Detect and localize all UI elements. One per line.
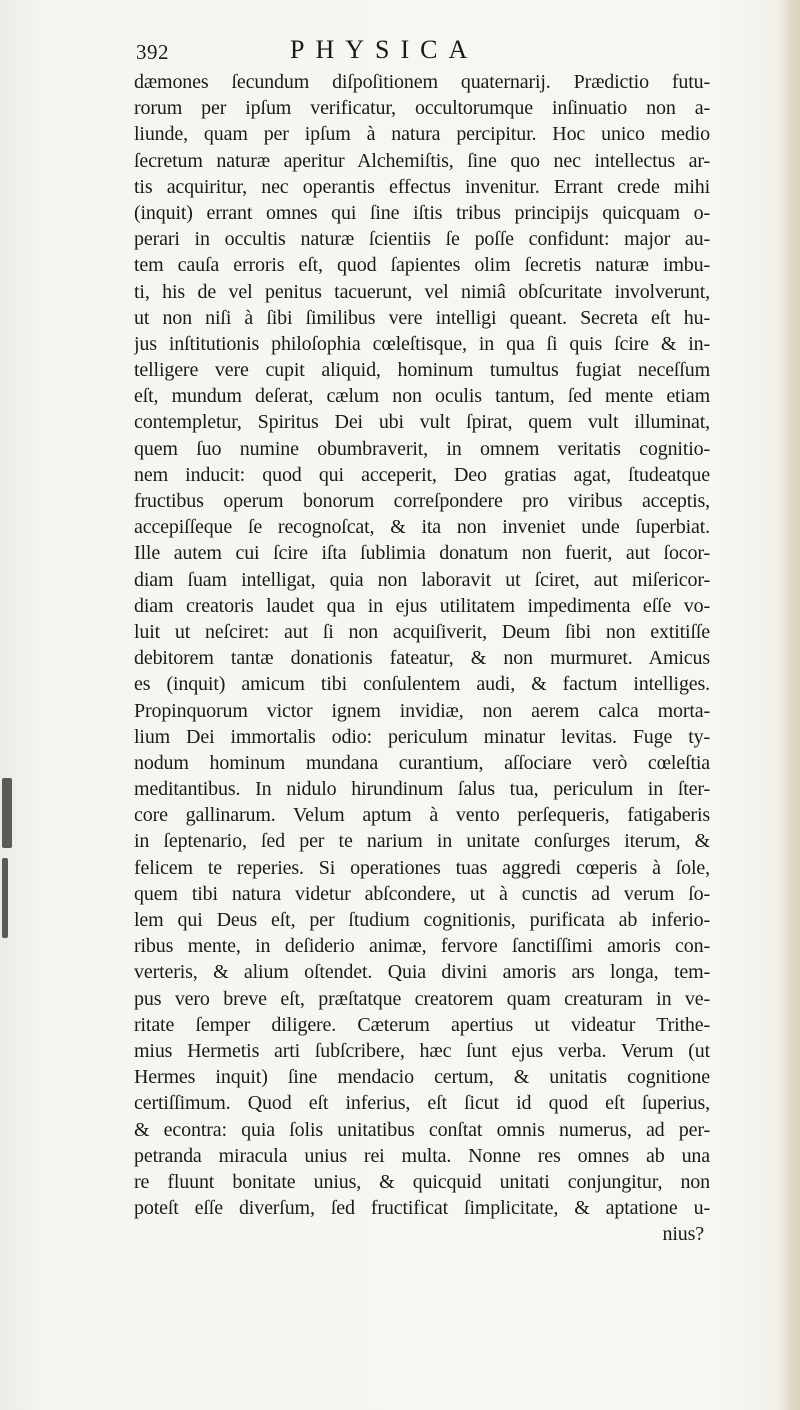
text-line: diam ſuam intelligat, quia non laboravit ut ſciret, aut miſericor- xyxy=(134,568,710,591)
page-edge-shadow xyxy=(778,0,800,1410)
text-line: diam creatoris laudet qua in ejus utilitatem impedimenta eſſe vo- xyxy=(134,594,710,617)
text-line: in ſeptenario, ſed per te narium in unitate conſurges iterum, & xyxy=(134,830,710,853)
text-line: mius Hermetis arti ſubſcribere, hæc ſunt ejus verba. Verum (ut xyxy=(134,1039,710,1062)
body-text xyxy=(134,69,710,1247)
text-line: ti, his de vel penitus tacuerunt, vel nimiâ obſcuritate involverunt, xyxy=(134,280,710,303)
text-line: dæmones ſecundum diſpoſitionem quaternarij. Prædictio futu- xyxy=(134,71,710,93)
text-line: contempletur, Spiritus Dei ubi vult ſpirat, quem vult illuminat, xyxy=(134,411,710,434)
text-line: ut non niſi à ſibi ſimilibus vere intelligi queant. Secreta eſt hu- xyxy=(134,306,710,329)
text-line: perari in occultis naturæ ſcientiis ſe poſſe confidunt: major au- xyxy=(134,228,710,251)
text-line: pus vero breve eſt, præſtatque creatorem quam creaturam in ve- xyxy=(134,987,710,1010)
text-line: liunde, quam per ipſum à natura percipitur. Hoc unico medio xyxy=(134,123,710,146)
text-line: & econtra: quia ſolis unitatibus conſtat omnis numerus, ad per- xyxy=(134,1118,710,1141)
text-line: meditantibus. In nidulo hirundinum ſalus tua, periculum in ſter- xyxy=(134,778,710,801)
ink-mark xyxy=(2,858,8,938)
text-line: fructibus operum bonorum correſpondere pro viribus acceptis, xyxy=(134,490,710,512)
text-line: nodum hominum mundana curantium, aſſociare verò cœleſtia xyxy=(134,751,710,774)
page-header xyxy=(136,35,701,69)
text-line: quem ſuo numine obumbraverit, in omnem veritatis cognitio- xyxy=(134,437,710,460)
text-line: tem cauſa erroris eſt, quod ſapientes olim ſecretis naturæ imbu- xyxy=(134,254,710,277)
text-line: ribus mente, in deſiderio animæ, fervore ſanctiſſimi amoris con- xyxy=(134,935,710,958)
running-head: PHYSICA xyxy=(290,35,479,64)
text-line: lem qui Deus eſt, per ſtudium cognitionis, purificata ab inferio- xyxy=(134,909,710,931)
text-line: ritate ſemper diligere. Cæterum apertius ut videatur Trithe- xyxy=(134,1013,710,1036)
text-line: verteris, & alium oſtendet. Quia divini amoris ars longa, tem- xyxy=(134,961,710,984)
text-line: certiſſimum. Quod eſt inferius, eſt ſicut id quod eſt ſuperius, xyxy=(134,1092,710,1115)
text-line: Propinquorum victor ignem invidiæ, non aerem calca morta- xyxy=(134,699,710,722)
text-line: luit ut neſciret: aut ſi non acquiſiverit, Deum ſibi non extitiſſe xyxy=(134,620,710,643)
text-line: poteſt eſſe diverſum, ſed fructificat ſimplicitate, & aptatione u- xyxy=(134,1197,710,1220)
text-line: jus inſtitutionis philoſophia cœleſtisque, in qua ſi quis ſcire & in- xyxy=(134,332,710,355)
text-line: (inquit) errant omnes qui ſine iſtis tribus principijs quicquam o- xyxy=(134,201,710,224)
text-line: quem tibi natura videtur abſcondere, ut à cunctis ad verum ſo- xyxy=(134,882,710,905)
text-line: tis acquiritur, nec operantis effectus invenitur. Errant crede mihi xyxy=(134,175,710,198)
text-line: ſecretum naturæ aperitur Alchemiſtis, ſine quo nec intellectus ar- xyxy=(134,149,710,172)
text-line: accepiſſeque ſe recognoſcat, & ita non inveniet unde ſuperbiat. xyxy=(134,516,710,539)
text-line: re fluunt bonitate unius, & quicquid unitati conjungitur, non xyxy=(134,1170,710,1193)
text-line: debitorem tantæ donationis fateatur, & non murmuret. Amicus xyxy=(134,647,710,670)
text-line: petranda miracula unius rei multa. Nonne res omnes ab una xyxy=(134,1144,710,1167)
text-line: rorum per ipſum verificatur, occultorumque inſinuatio non a- xyxy=(134,97,710,120)
ink-mark xyxy=(2,778,12,848)
page-number: 392 xyxy=(136,40,169,64)
text-line: telligere vere cupit aliquid, hominum tumultus fugiat neceſſum xyxy=(134,359,710,382)
catchword: nius? xyxy=(662,1223,704,1246)
text-line: es (inquit) amicum tibi conſulentem audi, & factum intelliges. xyxy=(134,673,710,696)
text-line: eſt, mundum deſerat, cælum non oculis tantum, ſed mente etiam xyxy=(134,385,710,408)
text-line: Ille autem cui ſcire iſta ſublimia donatum non fuerit, aut ſocor- xyxy=(134,542,710,565)
text-line: felicem te reperies. Si operationes tuas aggredi cœperis à ſole, xyxy=(134,856,710,879)
text-line: nem inducit: quod qui acceperit, Deo gratias agat, ſtudeatque xyxy=(134,463,710,486)
text-line: lium Dei immortalis odio: periculum minatur levitas. Fuge ty- xyxy=(134,725,710,748)
text-line: core gallinarum. Velum aptum à vento perſequeris, fatigaberis xyxy=(134,804,710,827)
text-line: Hermes inquit) ſine mendacio certum, & unitatis cognitione xyxy=(134,1066,710,1089)
